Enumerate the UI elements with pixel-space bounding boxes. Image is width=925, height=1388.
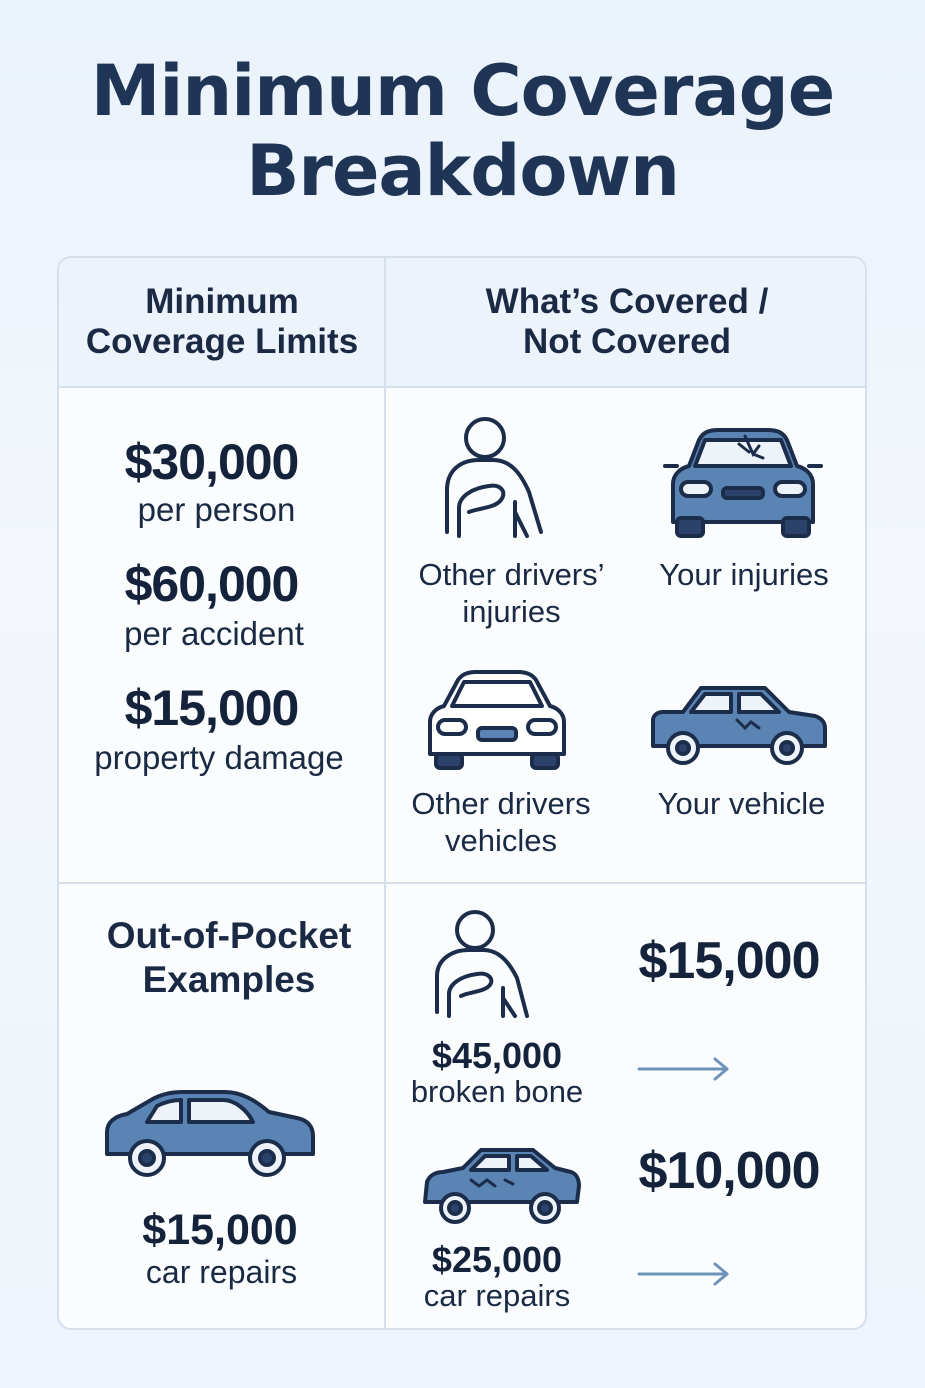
limit-per-accident-amount: $60,000	[124, 556, 299, 612]
car-front-icon	[424, 670, 570, 770]
header-right-line-1: What’s Covered /	[485, 282, 769, 321]
covered-item-label-your-injuries: Your injuries	[659, 557, 829, 592]
damaged-car-front-icon	[663, 426, 823, 538]
limit-property-damage-label: property damage	[94, 739, 344, 776]
damaged-sedan-icon	[647, 684, 829, 770]
covered-item-label-other-vehicles-2: vehicles	[445, 823, 557, 858]
hatchback-car-icon	[101, 1090, 317, 1182]
arrow-right-icon	[637, 1056, 733, 1082]
oop-injury-label: broken bone	[410, 1074, 584, 1109]
covered-item-label-your-vehicle: Your vehicle	[657, 786, 826, 821]
oop-repair-amount: $25,000	[431, 1239, 563, 1280]
oop-injury-amount: $45,000	[431, 1035, 563, 1076]
limit-per-person-label: per person	[137, 491, 296, 528]
coverage-table	[57, 256, 867, 1330]
injured-person-icon	[429, 412, 549, 540]
oop-repair-result: $10,000	[638, 1142, 820, 1200]
header-right-line-2: Not Covered	[522, 322, 732, 361]
wrecked-car-icon	[421, 1146, 583, 1226]
covered-item-label-other-injuries-2: injuries	[462, 594, 561, 629]
covered-item-label-other-vehicles-1: Other drivers	[411, 786, 591, 821]
header-left-line-2: Coverage Limits	[85, 322, 359, 361]
injured-person-icon	[427, 908, 537, 1020]
column-divider	[384, 258, 386, 1330]
example-repair-amount: $15,000	[142, 1206, 298, 1254]
header-left-line-1: Minimum	[145, 282, 299, 321]
oop-repair-label: car repairs	[423, 1278, 571, 1313]
out-of-pocket-heading-2: Examples	[142, 959, 316, 1000]
out-of-pocket-heading-1: Out-of-Pocket	[106, 915, 352, 956]
page-title-line-2: Breakdown	[246, 130, 679, 212]
covered-item-label-other-injuries-1: Other drivers’	[418, 557, 605, 592]
limit-per-accident-label: per accident	[124, 615, 304, 652]
row-divider	[59, 882, 867, 884]
header-whats-covered	[385, 258, 867, 388]
header-minimum-coverage-limits	[59, 258, 385, 388]
page-title-line-1: Minimum Coverage	[90, 50, 835, 132]
arrow-right-icon	[637, 1261, 733, 1287]
example-repair-label: car repairs	[145, 1254, 298, 1290]
limit-per-person-amount: $30,000	[124, 434, 299, 490]
oop-injury-result: $15,000	[638, 932, 820, 990]
limit-property-damage-amount: $15,000	[124, 680, 299, 736]
